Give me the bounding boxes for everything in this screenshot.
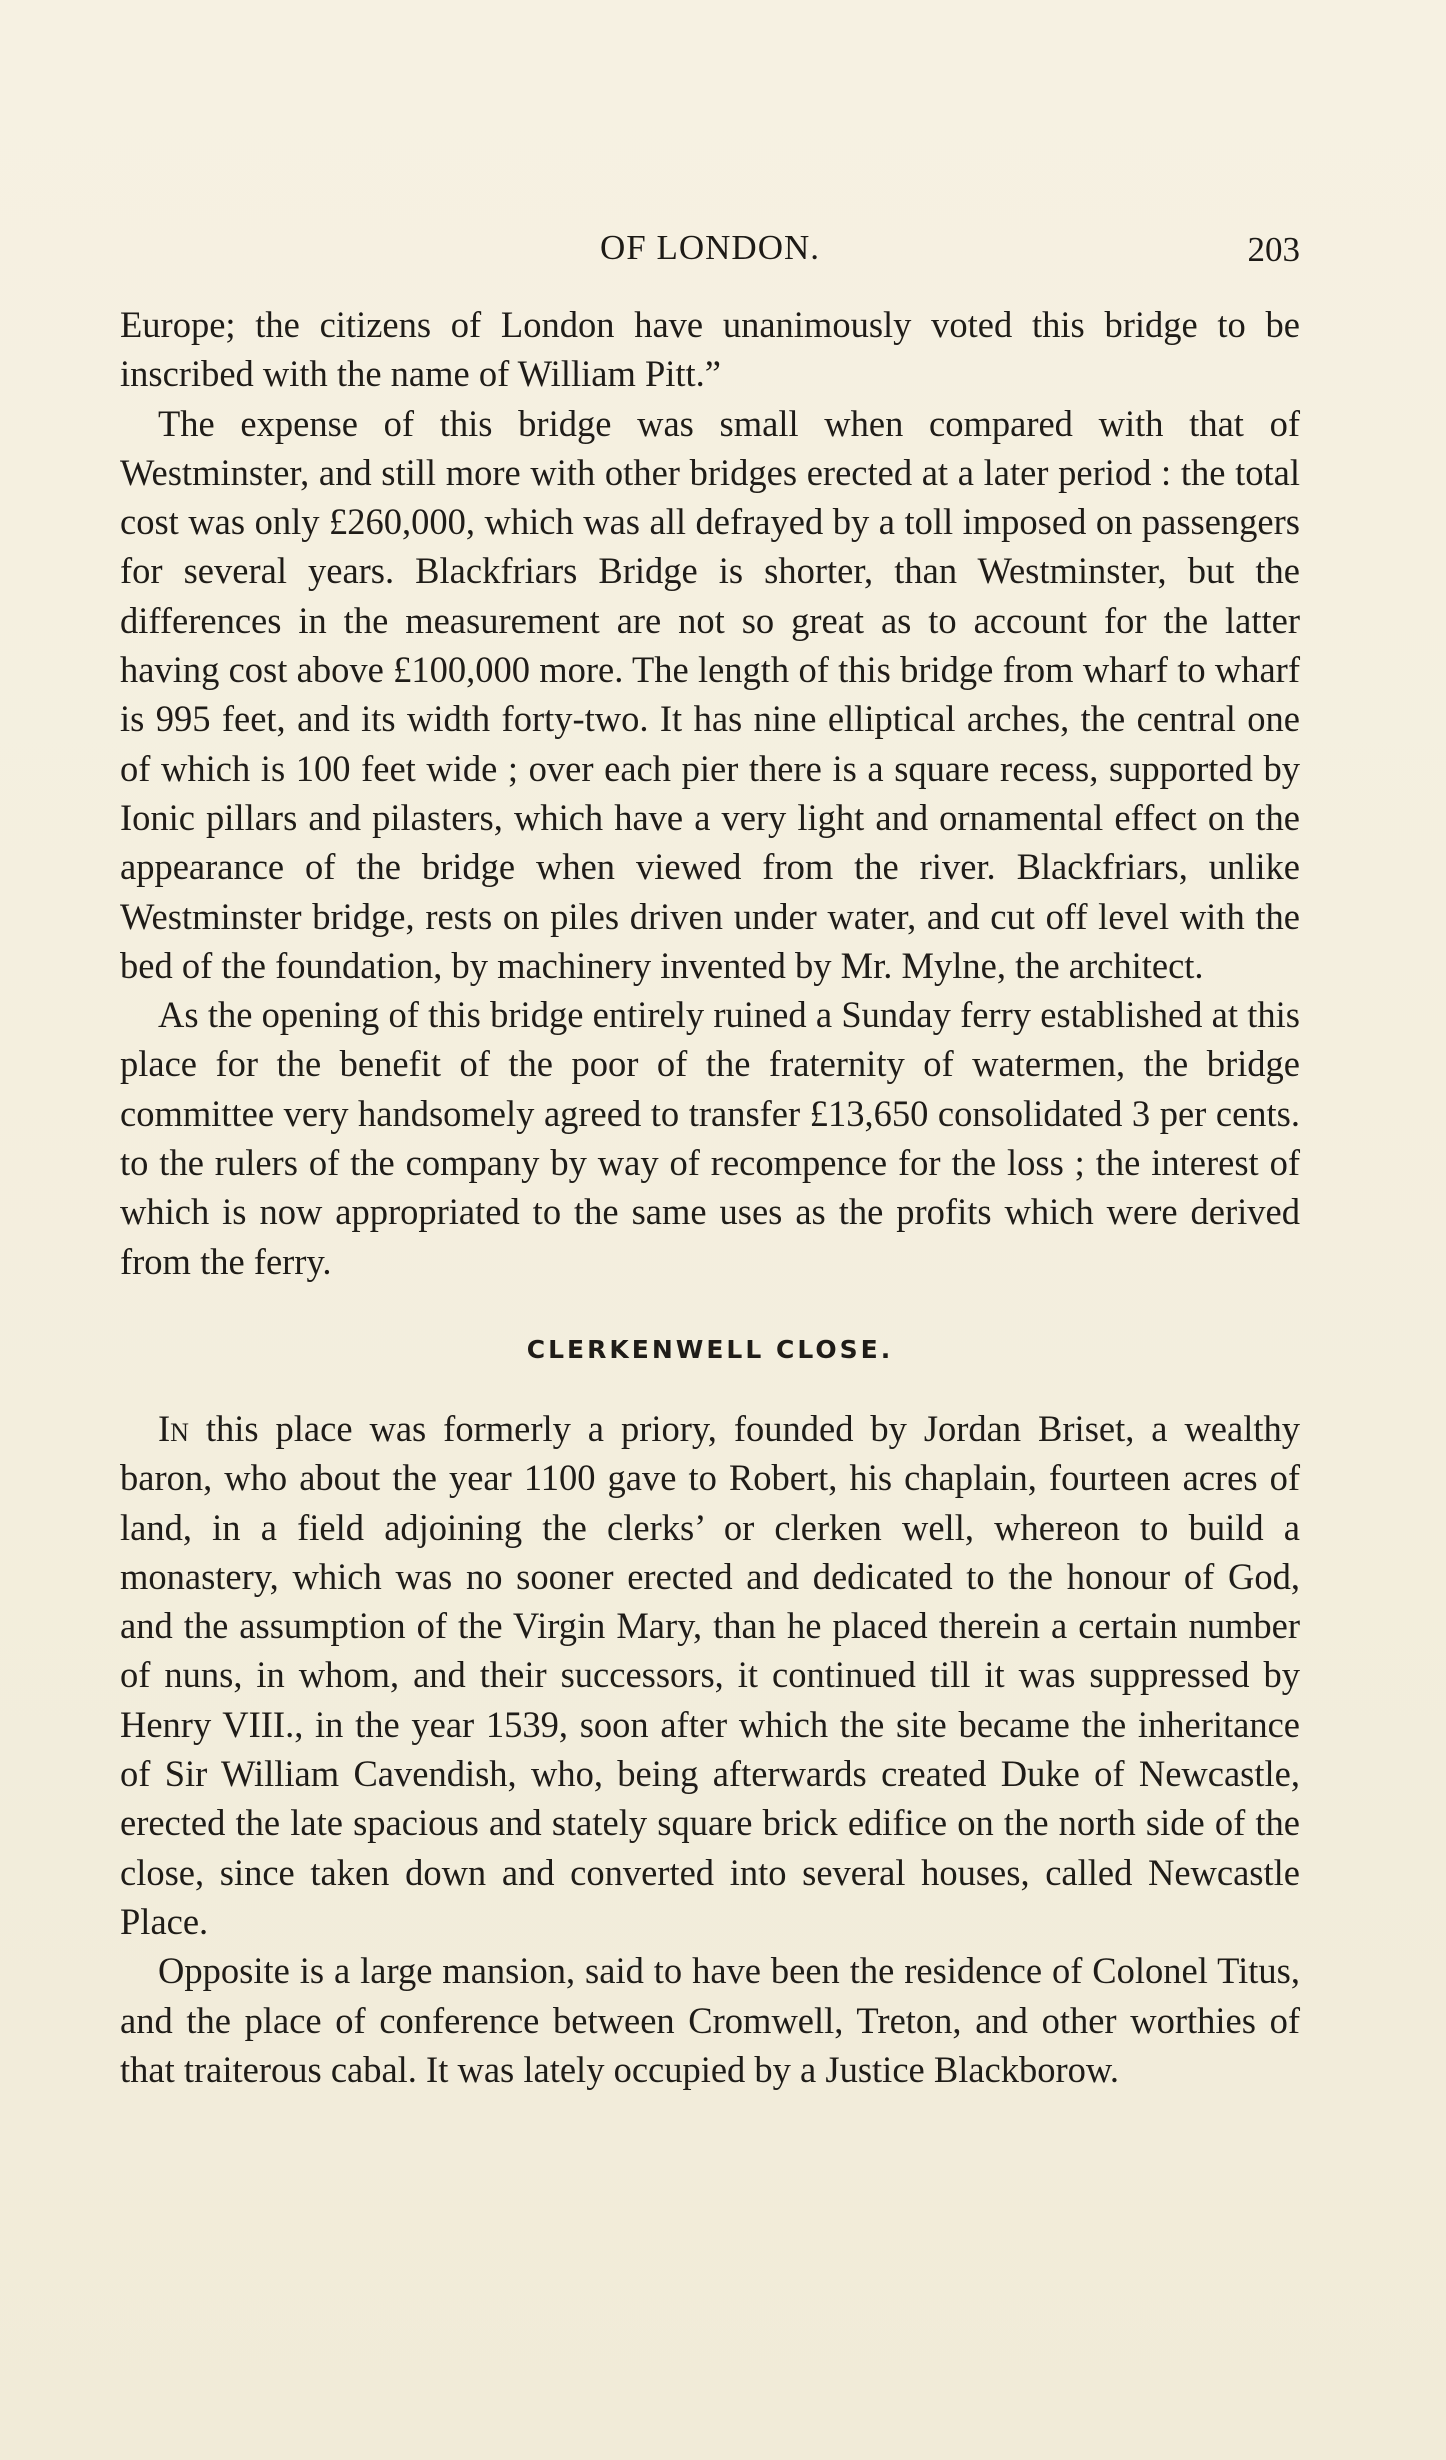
running-title: OF LONDON.: [600, 228, 820, 267]
page-number: 203: [1247, 230, 1300, 269]
paragraph-priory-text: this place was formerly a priory, founded by Jordan Briset, a wealthy baron, who about the year 1100 gave to Robert, his chaplain, fourteen acres of land, in a field adjoining the clerks’ or clerken well, whereon to build a monastery, which was no sooner erected and dedicated to the honour of God, and the assumption of the Virgin Mary, than he placed therein a certain number of nuns, in whom, and their successors, it continued till it was suppressed by Henry VIII., in the year 1539, soon after which the site became the inheritance of Sir William Cavendish, who, being afterwards created Duke of Newcastle, erected the late spacious and stately square brick edifice on the north side of the close, since taken down and converted into several houses, called Newcastle Place.: [120, 1407, 1300, 1942]
body-text: [120, 300, 1300, 2094]
paragraph-mansion: Opposite is a large mansion, said to have been the residence of Colonel Titus, and the place of conference between Cromwell, Treton, and other worthies of that traiterous cabal. It was lately occupied by a Justice Blackborow.: [120, 1950, 1300, 2090]
running-head: [120, 228, 1300, 278]
paragraph-continuation: Europe; the citizens of London have unanimously voted this bridge to be inscribed with the name of William Pitt.”: [120, 304, 1300, 395]
paragraph-priory: [120, 1404, 1300, 1946]
paragraph-initial-word: In: [158, 1407, 189, 1449]
paragraph-bridge-expense: The expense of this bridge was small when compared with that of Westminster, and still more with other bridges erected at a later period : the total cost was only £260,000, which was all defrayed by a toll imposed on passengers for several years. Blackfriars Bridge is shorter, than Westminster, but the differences in the measurement are not so great as to account for the latter having cost above £100,000 more. The length of this bridge from wharf to wharf is 995 feet, and its width forty-two. It has nine elliptical arches, the central one of which is 100 feet wide ; over each pier there is a square recess, supported by Ionic pillars and pilasters, which have a very light and ornamental effect on the appearance of the bridge when viewed from the river. Blackfriars, unlike Westminster bridge, rests on piles driven under water, and cut off level with the bed of the foundation, by machinery invented by Mr. Mylne, the architect.: [120, 402, 1300, 986]
section-heading: CLERKENWELL CLOSE.: [526, 1334, 894, 1364]
paragraph-ferry: As the opening of this bridge entirely ruined a Sunday ferry established at this place for the benefit of the poor of the fraternity of watermen, the bridge committee very handsomely agreed to transfer £13,650 consolidated 3 per cents. to the rulers of the company by way of recompence for the loss ; the interest of which is now appropriated to the same uses as the profits which were derived from the ferry.: [120, 994, 1300, 1282]
